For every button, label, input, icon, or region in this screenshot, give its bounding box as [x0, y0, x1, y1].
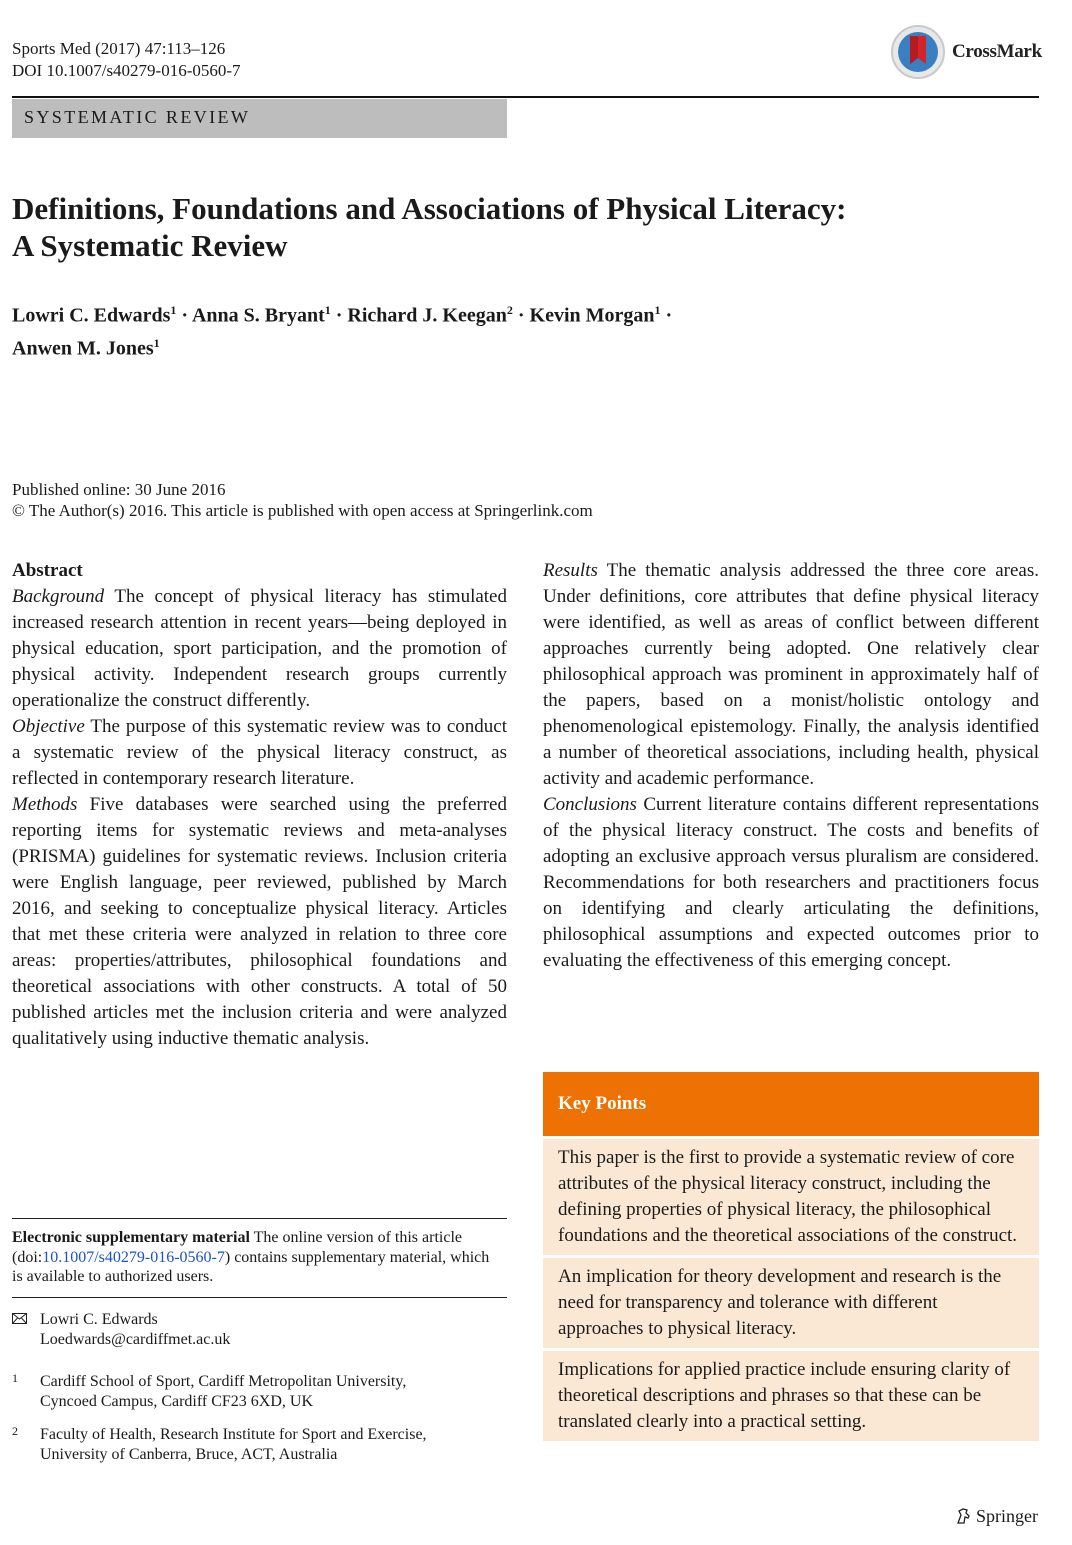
journal-doi: DOI 10.1007/s40279-016-0560-7 [12, 61, 241, 80]
springer-horse-icon [955, 1507, 973, 1525]
author-separator: · [512, 304, 530, 327]
correspondence-email[interactable]: Loedwards@cardiffmet.ac.uk [40, 1331, 231, 1348]
crossmark-icon [890, 24, 946, 80]
supplementary-doi-link[interactable]: 10.1007/s40279-016-0560-7 [42, 1248, 225, 1266]
objective-text: The purpose of this systematic review was to conduct a systematic review of the physical literacy construct, as reflected in contemporary research literature. [12, 716, 507, 789]
key-point-item: An implication for theory development and research is the need for transparency and tolerance with different approaches to physical literacy. [543, 1258, 1039, 1348]
affiliation-1 [12, 1372, 492, 1412]
abstract-heading: Abstract [12, 560, 83, 581]
abstract-objective [12, 714, 507, 792]
supplementary-note [12, 1228, 492, 1287]
abstract-left-column [12, 558, 507, 1052]
results-label: Results [543, 560, 598, 581]
title-line-2: A Systematic Review [12, 228, 288, 263]
abstract-results [543, 558, 1039, 792]
abstract-methods [12, 792, 507, 1052]
footnote-rule [12, 1218, 507, 1219]
author-separator: · [330, 304, 348, 327]
conclusions-text: Current literature contains different representations of the physical literacy construct. The costs and benefits of adopting an exclusive approach versus pluralism are considered. Recommendations for both researchers and practitioners focus on identifying and clearly articulating the definitions, philosophical assumptions and expected outcomes prior to evaluating the effectiveness of this emerging concept. [543, 794, 1040, 971]
author-list [12, 297, 1042, 362]
springer-logo [955, 1506, 1038, 1527]
publication-info [12, 479, 593, 521]
header-rule [12, 96, 1039, 98]
section-label: SYSTEMATIC REVIEW [24, 107, 251, 127]
section-band [12, 99, 507, 138]
affiliation-2 [12, 1425, 492, 1465]
author-name[interactable]: Anwen M. Jones [12, 337, 154, 360]
background-label: Background [12, 586, 105, 607]
methods-text: Five databases were searched using the preferred reporting items for systematic reviews and meta-analyses (PRISMA) guidelines for systematic reviews. Inclusion criteria were English language, peer reviewed, published by March 2016, and seeking to conceptualize physical literacy. Articles that met these criteria were analyzed in relation to three core areas: properties/attributes, philosophical foundations and theoretical associations with other constructs. A total of 50 published articles met the inclusion criteria and were analyzed qualitatively using inductive thematic analysis. [12, 794, 507, 1049]
results-text: The thematic analysis addressed the three core areas. Under definitions, core attributes that define physical literacy were identified, as well as areas of conflict between different approaches currently being adopted. One relatively clear philosophical approach was prominent in approximately half of the papers, based on a monist/holistic ontology and phenomenological epistemology. Finally, the analysis identified a number of theoretical associations, including health, physical activity and academic performance. [543, 560, 1039, 789]
author-name[interactable]: Anna S. Bryant [191, 304, 325, 327]
author-name[interactable]: Richard J. Keegan [347, 304, 507, 327]
crossmark-badge[interactable] [890, 24, 1040, 80]
affiliation-line: University of Canberra, Bruce, ACT, Australia [40, 1446, 338, 1463]
key-point-item: This paper is the first to provide a systematic review of core attributes of the physical literacy construct, including the defining properties of physical literacy, the philosophical foundations and the theoretical associations of the construct. [543, 1139, 1039, 1255]
affiliation-line: Cardiff School of Sport, Cardiff Metropolitan University, [40, 1373, 407, 1390]
author-name[interactable]: Kevin Morgan [529, 304, 655, 327]
footnote-rule [12, 1297, 507, 1298]
key-points-box [543, 1072, 1039, 1441]
abstract-right-column [543, 558, 1039, 974]
crossmark-label: CrossMark [952, 41, 1042, 62]
supplementary-label: Electronic supplementary material [12, 1229, 250, 1246]
affiliation-number: 1 [12, 1371, 18, 1385]
affiliation-line: Faculty of Health, Research Institute for Sport and Exercise, [40, 1426, 427, 1443]
envelope-icon [12, 1313, 27, 1324]
title-line-1: Definitions, Foundations and Associations of Physical Literacy: [12, 191, 847, 226]
background-text: The concept of physical literacy has stimulated increased research attention in recent years—being deployed in physical education, sport participation, and the promotion of physical activity. Independent research groups currently operationalize the construct differently. [12, 586, 507, 711]
abstract-conclusions [543, 792, 1039, 974]
journal-info [12, 38, 241, 82]
article-title [12, 190, 1042, 264]
author-affiliation-mark: 1 [153, 335, 160, 350]
objective-label: Objective [12, 716, 85, 737]
correspondence-block [12, 1310, 492, 1350]
author-separator: · [660, 304, 673, 327]
supplementary-text-b: ) contains supplementary material, which is available to authorized users. [12, 1248, 490, 1285]
key-point-item: Implications for applied practice include ensuring clarity of theoretical descriptions and phrases so that these can be translated clearly into a practical setting. [543, 1351, 1039, 1441]
author-affiliation-mark: 1 [654, 303, 661, 317]
supplementary-text-a: The online version of this article (doi: [12, 1229, 462, 1266]
abstract-background [12, 584, 507, 714]
journal-citation: Sports Med (2017) 47:113–126 [12, 39, 226, 58]
conclusions-label: Conclusions [543, 794, 637, 815]
author-affiliation-mark: 1 [170, 303, 177, 317]
springer-label: Springer [976, 1506, 1038, 1526]
author-affiliation-mark: 1 [324, 303, 331, 317]
affiliation-line: Cyncoed Campus, Cardiff CF23 6XD, UK [40, 1393, 314, 1410]
author-separator: · [176, 304, 192, 327]
correspondence-name: Lowri C. Edwards [40, 1311, 158, 1328]
license-statement: © The Author(s) 2016. This article is published with open access at Springerlink.com [12, 501, 593, 520]
author-name[interactable]: Lowri C. Edwards [12, 304, 171, 327]
affiliation-number: 2 [12, 1424, 18, 1438]
published-date: Published online: 30 June 2016 [12, 480, 226, 499]
methods-label: Methods [12, 794, 78, 815]
author-affiliation-mark: 2 [506, 303, 513, 317]
key-points-heading: Key Points [543, 1072, 1039, 1136]
